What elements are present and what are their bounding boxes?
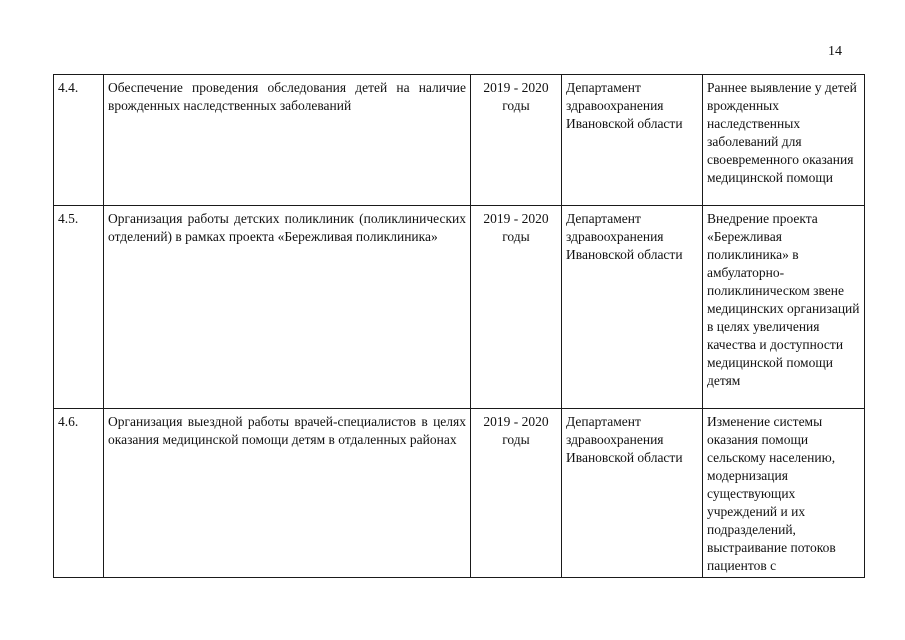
row-number: 4.6. (54, 409, 104, 578)
measures-table (53, 74, 865, 578)
expected-result: Изменение системы оказания помощи сельскому населению, модернизация существующих учреждений и их подразделений, выстраивание потоков пациентов с (703, 409, 865, 578)
responsible-department: Департамент здравоохранения Ивановской области (562, 409, 703, 578)
row-number: 4.4. (54, 75, 104, 206)
responsible-department: Департамент здравоохранения Ивановской области (562, 75, 703, 206)
table-row (54, 206, 865, 409)
page-number: 14 (828, 44, 842, 59)
implementation-period: 2019 - 2020 годы (471, 75, 562, 206)
row-number: 4.5. (54, 206, 104, 409)
measure-description: Обеспечение проведения обследования детей на наличие врожденных наследственных заболеваний (104, 75, 471, 206)
measure-description: Организация выездной работы врачей-специалистов в целях оказания медицинской помощи детям в отдаленных районах (104, 409, 471, 578)
table-row (54, 409, 865, 578)
implementation-period: 2019 - 2020 годы (471, 409, 562, 578)
expected-result: Раннее выявление у детей врожденных наследственных заболеваний для своевременного оказания медицинской помощи (703, 75, 865, 206)
table-row (54, 75, 865, 206)
expected-result: Внедрение проекта «Бережливая поликлиника» в амбулаторно-поликлиническом звене медицинских организаций в целях увеличения качества и доступности медицинской помощи детям (703, 206, 865, 409)
implementation-period: 2019 - 2020 годы (471, 206, 562, 409)
responsible-department: Департамент здравоохранения Ивановской области (562, 206, 703, 409)
measure-description: Организация работы детских поликлиник (поликлинических отделений) в рамках проекта «Бережливая поликлиника» (104, 206, 471, 409)
